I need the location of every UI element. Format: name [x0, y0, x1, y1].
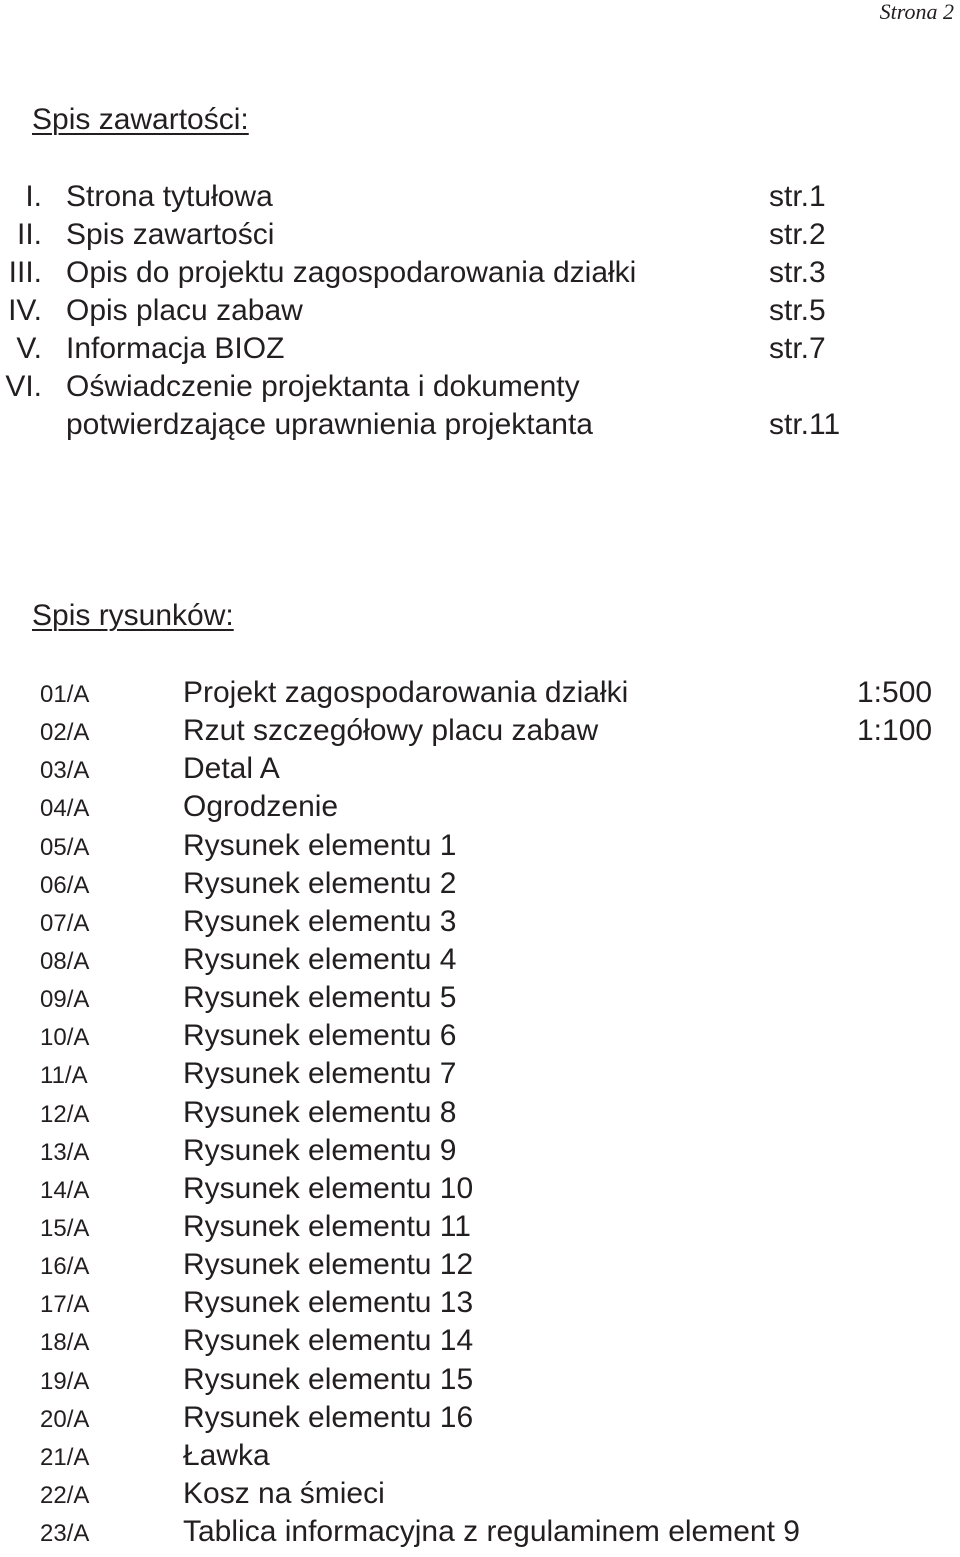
- drawing-item: [0, 1475, 960, 1513]
- toc-item: [0, 330, 960, 368]
- toc-item-title: Oświadczenie projektanta i dokumenty: [66, 370, 580, 403]
- drawing-code: 13/A: [40, 1138, 90, 1166]
- toc-item-number: VI.: [5, 370, 42, 403]
- drawing-item: [0, 750, 960, 788]
- drawing-code: 05/A: [40, 833, 90, 861]
- drawing-title: Rysunek elementu 1: [183, 828, 457, 862]
- drawing-title: Projekt zagospodarowania działki: [183, 676, 629, 709]
- drawing-code: 04/A: [40, 795, 90, 823]
- drawing-title: Rysunek elementu 2: [183, 866, 457, 900]
- drawing-code: 09/A: [40, 986, 90, 1014]
- drawings-heading: Spis rysunków:: [32, 599, 234, 632]
- drawing-item: [0, 1437, 960, 1475]
- drawing-code: 06/A: [40, 871, 90, 899]
- drawing-title: Rysunek elementu 12: [183, 1248, 474, 1282]
- drawing-item: [0, 1094, 960, 1132]
- drawing-scale: 1:100: [857, 714, 933, 748]
- drawing-item: [0, 1284, 960, 1322]
- drawing-code: 21/A: [40, 1443, 90, 1471]
- drawing-item: [0, 865, 960, 903]
- drawing-item: [0, 903, 960, 941]
- drawing-title: Rysunek elementu 6: [183, 1019, 457, 1053]
- drawing-title: Tablica informacyjna z regulaminem element 9: [183, 1515, 800, 1549]
- drawing-title: Kosz na śmieci: [183, 1476, 385, 1510]
- drawing-item: [0, 1055, 960, 1093]
- toc-item-number: IV.: [8, 294, 42, 327]
- toc-item-page: str.5: [769, 294, 826, 327]
- toc-item: [0, 254, 960, 292]
- toc-item-title: Strona tytułowa: [66, 180, 273, 213]
- toc-item: [0, 406, 960, 444]
- drawing-title: Detal A: [183, 752, 280, 786]
- toc-item-number: I.: [25, 180, 42, 213]
- toc-item-page: str.7: [769, 332, 826, 365]
- drawing-title: Rzut szczegółowy placu zabaw: [183, 714, 599, 748]
- drawing-title: Rysunek elementu 16: [183, 1400, 474, 1434]
- toc-item-title: potwierdzające uprawnienia projektanta: [66, 408, 593, 441]
- toc-item-page: str.11: [769, 408, 841, 441]
- drawing-item: [0, 941, 960, 979]
- drawing-code: 19/A: [40, 1367, 90, 1395]
- drawing-code: 14/A: [40, 1176, 90, 1204]
- drawing-title: Ławka: [183, 1438, 270, 1472]
- drawing-code: 08/A: [40, 947, 90, 975]
- toc-item-number: II.: [16, 218, 42, 251]
- toc-item-title: Opis do projektu zagospodarowania działki: [66, 256, 637, 289]
- drawing-title: Rysunek elementu 15: [183, 1362, 474, 1396]
- drawing-item: [0, 674, 960, 712]
- drawing-title: Rysunek elementu 7: [183, 1057, 457, 1091]
- drawing-code: 10/A: [40, 1024, 90, 1052]
- drawing-item: [0, 712, 960, 750]
- drawing-code: 12/A: [40, 1100, 90, 1128]
- drawing-item: [0, 1017, 960, 1055]
- toc-item-page: str.2: [769, 218, 826, 251]
- drawing-code: 16/A: [40, 1253, 90, 1281]
- drawing-item: [0, 979, 960, 1017]
- drawing-title: Rysunek elementu 3: [183, 904, 457, 938]
- drawing-item: [0, 1322, 960, 1360]
- toc-list: [0, 178, 960, 444]
- drawing-title: Rysunek elementu 8: [183, 1095, 457, 1129]
- drawing-item: [0, 1399, 960, 1437]
- toc-item: [0, 368, 960, 406]
- toc-item-page: str.1: [769, 180, 826, 213]
- drawing-item: [0, 827, 960, 865]
- drawing-title: Rysunek elementu 4: [183, 942, 457, 976]
- drawing-item: [0, 1208, 960, 1246]
- toc-item: [0, 178, 960, 216]
- drawing-code: 03/A: [40, 757, 90, 785]
- drawing-item: [0, 1132, 960, 1170]
- drawing-title: Ogrodzenie: [183, 790, 339, 824]
- drawings-list: [0, 674, 960, 1551]
- toc-item-number: III.: [8, 256, 42, 289]
- drawing-title: Rysunek elementu 5: [183, 981, 457, 1015]
- toc-heading: Spis zawartości:: [32, 103, 249, 136]
- drawing-item: [0, 788, 960, 826]
- toc-item: [0, 292, 960, 330]
- drawing-code: 18/A: [40, 1329, 90, 1357]
- drawing-scale: 1:500: [857, 676, 933, 709]
- drawing-code: 07/A: [40, 909, 90, 937]
- drawing-title: Rysunek elementu 10: [183, 1171, 474, 1205]
- drawing-item: [0, 1246, 960, 1284]
- drawing-code: 22/A: [40, 1481, 90, 1509]
- drawing-code: 20/A: [40, 1405, 90, 1433]
- drawing-code: 01/A: [40, 681, 90, 708]
- drawing-code: 15/A: [40, 1214, 90, 1242]
- drawing-code: 17/A: [40, 1291, 90, 1319]
- page-number: Strona 2: [879, 0, 954, 24]
- toc-item-title: Informacja BIOZ: [66, 332, 285, 365]
- drawing-code: 02/A: [40, 719, 90, 747]
- drawing-title: Rysunek elementu 13: [183, 1286, 474, 1320]
- drawing-code: 23/A: [40, 1520, 90, 1548]
- drawing-title: Rysunek elementu 14: [183, 1324, 474, 1358]
- drawing-code: 11/A: [40, 1062, 88, 1090]
- drawing-title: Rysunek elementu 9: [183, 1133, 457, 1167]
- toc-item: [0, 216, 960, 254]
- toc-item-title: Spis zawartości: [66, 218, 275, 251]
- drawing-item: [0, 1170, 960, 1208]
- toc-item-page: str.3: [769, 256, 826, 289]
- toc-item-title: Opis placu zabaw: [66, 294, 303, 327]
- toc-item-number: V.: [16, 332, 42, 365]
- drawing-title: Rysunek elementu 11: [183, 1209, 471, 1243]
- drawing-item: [0, 1513, 960, 1551]
- drawing-item: [0, 1361, 960, 1399]
